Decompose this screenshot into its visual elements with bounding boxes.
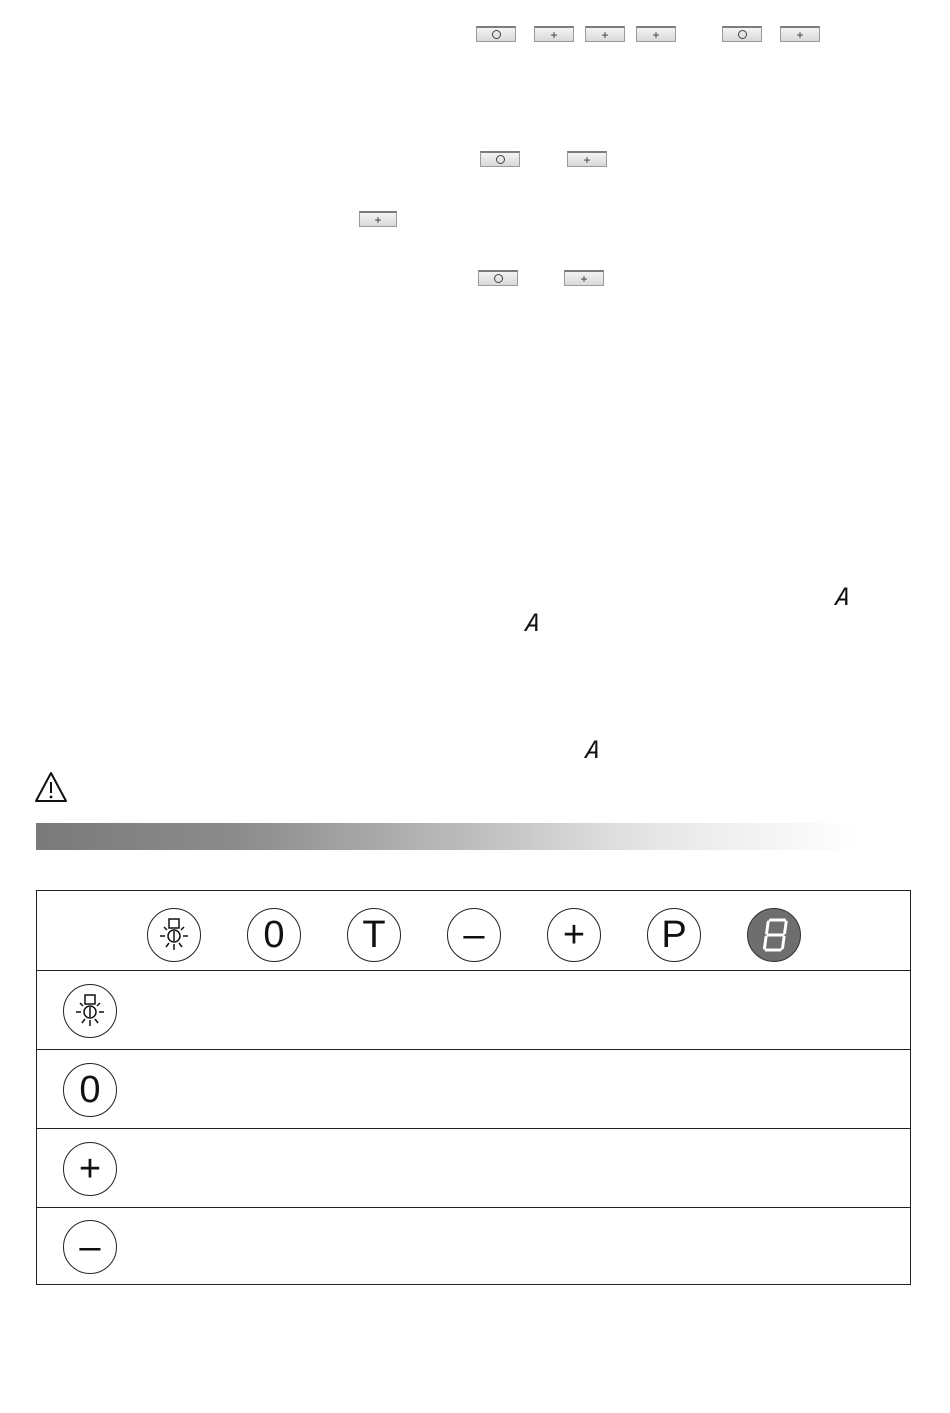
lamp-icon [154, 915, 194, 955]
off-key-icon [478, 270, 518, 286]
light-icon [147, 908, 201, 962]
program-button[interactable]: P [647, 908, 701, 962]
display-glyph-a: A [584, 736, 602, 764]
display-glyph-a: A [834, 583, 852, 611]
minus-button[interactable]: – [63, 1220, 117, 1274]
seven-segment-icon [759, 916, 789, 954]
plus-key-icon: + [534, 26, 574, 42]
plus-key-icon: + [567, 151, 607, 167]
timer-button[interactable]: T [347, 908, 401, 962]
section-gradient-bar [36, 823, 858, 850]
zero-button[interactable]: 0 [63, 1063, 117, 1117]
circle-icon [492, 30, 501, 39]
off-key-icon [722, 26, 762, 42]
control-row-light [37, 970, 910, 1049]
control-row-minus [37, 1207, 910, 1284]
warning-icon [34, 771, 68, 803]
circle-icon [494, 274, 503, 283]
plus-key-icon: + [636, 26, 676, 42]
display-glyph-a: A [524, 609, 542, 637]
circle-icon [738, 30, 747, 39]
light-icon [63, 984, 117, 1038]
plus-key-icon: + [780, 26, 820, 42]
minus-button[interactable]: – [447, 908, 501, 962]
control-row-plus [37, 1128, 910, 1207]
plus-button[interactable]: + [63, 1142, 117, 1196]
plus-button[interactable]: + [547, 908, 601, 962]
lamp-icon [70, 991, 110, 1031]
display-icon [747, 908, 801, 962]
control-panel-header-row [37, 891, 910, 971]
circle-icon [496, 155, 505, 164]
zero-button[interactable]: 0 [247, 908, 301, 962]
control-panel-table [36, 890, 911, 1285]
control-row-zero [37, 1049, 910, 1128]
off-key-icon [476, 26, 516, 42]
plus-key-icon: + [564, 270, 604, 286]
plus-key-icon: + [585, 26, 625, 42]
plus-key-icon: + [359, 211, 397, 227]
off-key-icon [480, 151, 520, 167]
